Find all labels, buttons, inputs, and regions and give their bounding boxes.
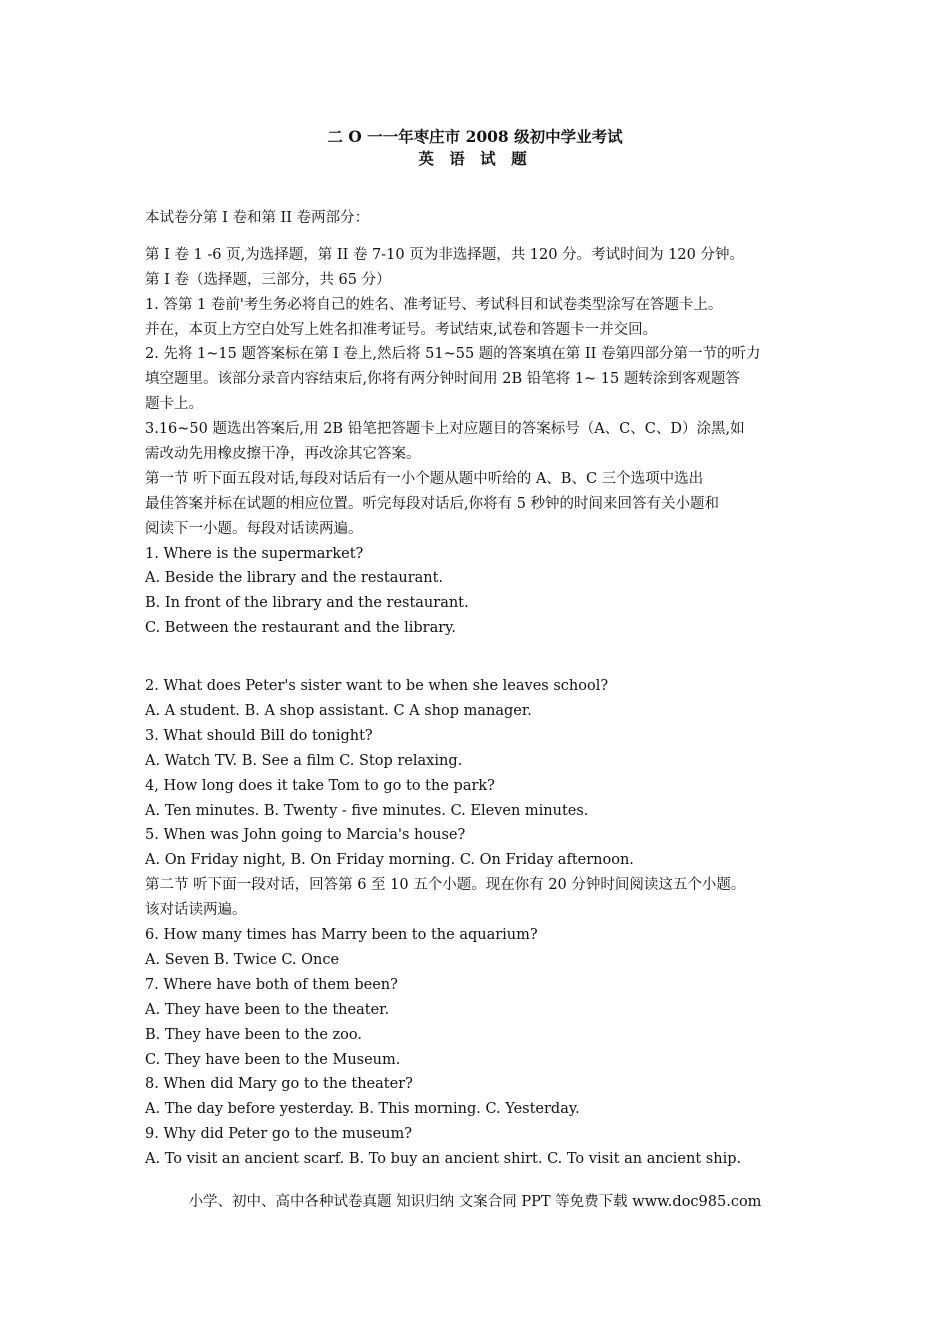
text-line: A. Watch TV. B. See a film C. Stop relaxing. <box>145 752 463 769</box>
text-line: 题卡上。 <box>145 396 203 413</box>
text-line: A. The day before yesterday. B. This morning. C. Yesterday. <box>145 1101 580 1118</box>
text-line: A. Seven B. Twice C. Once <box>145 951 340 968</box>
text-line: 9. Why did Peter go to the museum? <box>145 1126 413 1143</box>
text-line: 2. 先将 1~15 题答案标在第 I 卷上,然后将 51~55 题的答案填在第 II 卷第四部分第一节的听力 <box>145 346 761 363</box>
exam-title: 二 O 一一年枣庄市 2008 级初中学业考试 <box>327 127 623 146</box>
text-line: 7. Where have both of them been? <box>145 976 398 993</box>
text-line: 阅读下一小题。每段对话读两遍。 <box>145 520 363 537</box>
text-line: A. A student. B. A shop assistant. C A shop manager. <box>145 703 532 720</box>
text-line: 2. What does Peter's sister want to be when she leaves school? <box>145 678 609 695</box>
text-line: 3. What should Bill do tonight? <box>145 727 373 744</box>
text-line: B. They have been to the zoo. <box>145 1026 362 1043</box>
text-line: 4, How long does it take Tom to go to the park? <box>145 777 495 794</box>
footer-note: 小学、初中、高中各种试卷真题 知识归纳 文案合同 PPT 等免费下载 www.doc985.com <box>188 1194 762 1210</box>
text-line: 第二节 听下面一段对话，回答第 6 至 10 五个小题。现在你有 20 分钟时间阅读这五个小题。 <box>145 877 746 894</box>
text-line: B. In front of the library and the restaurant. <box>145 595 469 612</box>
text-line: A. Ten minutes. B. Twenty - five minutes. C. Eleven minutes. <box>145 802 589 819</box>
text-line: 该对话读两遍。 <box>145 902 247 919</box>
text-line: 并在，本页上方空白处写上姓名扣准考证号。考试结束,试卷和答题卡一并交回。 <box>145 321 658 338</box>
paragraph-gap <box>145 641 811 674</box>
text-line: 最佳答案并标在试题的相应位置。听完每段对话后,你将有 5 秒钟的时间来回答有关小题和 <box>145 495 720 512</box>
text-line: 填空题里。该部分录音内容结束后,你将有两分钟时间用 2B 铅笔将 1~ 15 题转涂到客观题答 <box>145 371 740 388</box>
text-line: 3.16~50 题选出答案后,用 2B 铅笔把答题卡上对应题目的答案标号（A、C、C、D）涂黑,如 <box>145 421 745 438</box>
text-line: A. They have been to the theater. <box>145 1001 390 1018</box>
listening-questions <box>145 674 811 1172</box>
text-line: 第一节 听下面五段对话,每段对话后有一小个题从题中听给的 A、B、C 三个选项中选出 <box>145 470 704 487</box>
text-line: A. To visit an ancient scarf. B. To buy an ancient shirt. C. To visit an ancient ship. <box>145 1151 742 1168</box>
text-line: 1. Where is the supermarket? <box>145 545 364 562</box>
title-block <box>0 126 950 170</box>
text-line: 6. How many times has Marry been to the aquarium? <box>145 927 538 944</box>
instructions-and-part-one <box>145 243 811 641</box>
paragraph-gap <box>145 231 811 243</box>
text-line: 需改动先用橡皮擦干净，再改涂其它答案。 <box>145 446 421 463</box>
text-line: 1. 答第 1 卷前'考生务必将自己的姓名、准考证号、考试科目和试卷类型涂写在答题卡上。 <box>145 296 723 313</box>
text-line: A. Beside the library and the restaurant. <box>145 570 444 587</box>
text-line: A. On Friday night, B. On Friday morning. C. On Friday afternoon. <box>145 852 634 869</box>
text-line: 5. When was John going to Marcia's house? <box>145 827 466 844</box>
text-line: 8. When did Mary go to the theater? <box>145 1076 413 1093</box>
text-line: C. Between the restaurant and the library. <box>145 620 457 637</box>
text-line: 第 I 卷（选择题，三部分，共 65 分） <box>145 271 391 288</box>
text-line: 本试卷分第 I 卷和第 II 卷两部分： <box>145 210 370 226</box>
text-line: C. They have been to the Museum. <box>145 1051 401 1068</box>
intro-section <box>145 206 811 231</box>
text-line: 第 I 卷 1 -6 页,为选择题，第 II 卷 7-10 页为非选择题，共 120 分。考试时间为 120 分钟。 <box>145 246 744 263</box>
document-body <box>145 206 811 1172</box>
exam-subtitle: 英 语 试 题 <box>418 149 532 168</box>
